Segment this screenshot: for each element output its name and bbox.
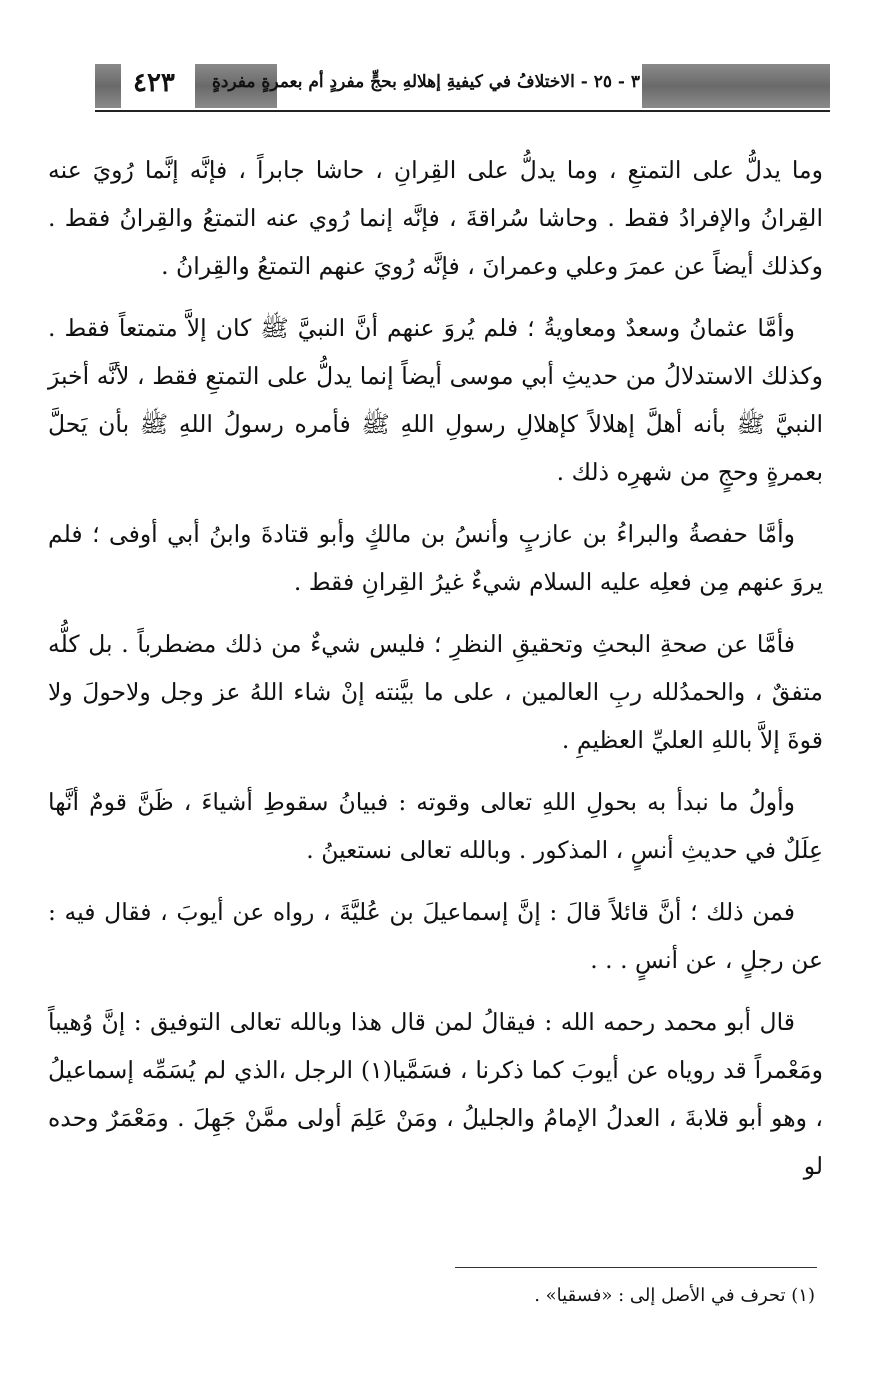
page-header xyxy=(95,58,830,112)
paragraph: فمن ذلك ؛ أنَّ قائلاً قالَ : إنَّ إسماعيلَ بن عُليَّةَ ، رواه عن أيوبَ ، فقال فيه : عن رجلٍ ، عن أنسٍ . . . xyxy=(48,898,823,974)
footnote-rule xyxy=(455,1267,817,1268)
main-text xyxy=(48,146,823,1204)
footnote: (١) تحرف في الأصل إلى : «فسقيا» . xyxy=(534,1285,815,1306)
paragraph: فأمَّا عن صحةِ البحثِ وتحقيقِ النظرِ ؛ فليس شيءٌ من ذلك مضطرباً . بل كلُّه متفقٌ ، والحمدُلله ربِ العالمين ، على ما بيَّنته إنْ شاء اللهُ عز وجل ولاحولَ ولا قوةَ إلاَّ باللهِ العليِّ العظيمِ . xyxy=(48,630,823,754)
paragraph: وما يدلُّ على التمتعِ ، وما يدلُّ على القِرانِ ، حاشا جابراً ، فإنَّه إنَّما رُويَ عنه القِرانُ والإفرادُ فقط . وحاشا سُراقةَ ، فإنَّه إنما رُوي عنه التمتعُ والقِرانُ فقط . وكذلك أيضاً عن عمرَ وعلي وعمرانَ ، فإنَّه رُويَ عنهم التمتعُ والقِرانُ . xyxy=(48,156,823,280)
header-ornament-left xyxy=(95,64,121,108)
paragraph: وأمَّا عثمانُ وسعدٌ ومعاويةُ ؛ فلم يُروَ عنهم أنَّ النبيَّ ﷺ كان إلاَّ متمتعاً فقط . وكذلك الاستدلالُ من حديثِ أبي موسى أيضاً إنما يدلُّ على التمتعِ فقط ، لأنَّه أخبرَ النبيَّ ﷺ بأنه أهلَّ إهلالاً كإهلالِ رسولِ اللهِ ﷺ فأمره رسولُ اللهِ ﷺ بأن يَحلَّ بعمرةٍ وحجٍ من شهرِه ذلك . xyxy=(48,314,823,486)
paragraph: وأمَّا حفصةُ والبراءُ بن عازبٍ وأنسُ بن مالكٍ وأبو قتادةَ وابنُ أبي أوفى ؛ فلم يروَ عنهم مِن فعلِه عليه السلام شيءٌ غيرُ القِرانِ فقط . xyxy=(48,520,823,596)
page-number: ٤٢٣ xyxy=(133,68,175,98)
running-head: ٣ - ٢٥ - الاختلافُ في كيفيةِ إهلالهِ بحجٍّ مفردٍ أم بعمرةٍ مفردةٍ xyxy=(211,72,640,92)
paragraph: وأولُ ما نبدأ به بحولِ اللهِ تعالى وقوته : فبيانُ سقوطِ أشياءَ ، ظَنَّ قومٌ أنَّها عِلَلٌ في حديثِ أنسٍ ، المذكور . وبالله تعالى نستعينُ . xyxy=(48,788,823,864)
header-rule xyxy=(95,110,830,112)
paragraph: قال أبو محمد رحمه الله : فيقالُ لمن قال هذا وبالله تعالى التوفيق : إنَّ وُهيباً ومَعْمراً قد روياه عن أيوبَ كما ذكرنا ، فسَمَّيا(١) الرجل ،الذي لم يُسَمِّه إسماعيلُ ، وهو أبو قلابةَ ، العدلُ الإمامُ والجليلُ ، ومَنْ عَلِمَ أولى ممَّنْ جَهِلَ . ومَعْمَرٌ وحده لو xyxy=(48,1008,823,1180)
header-ornament-right xyxy=(642,64,830,108)
